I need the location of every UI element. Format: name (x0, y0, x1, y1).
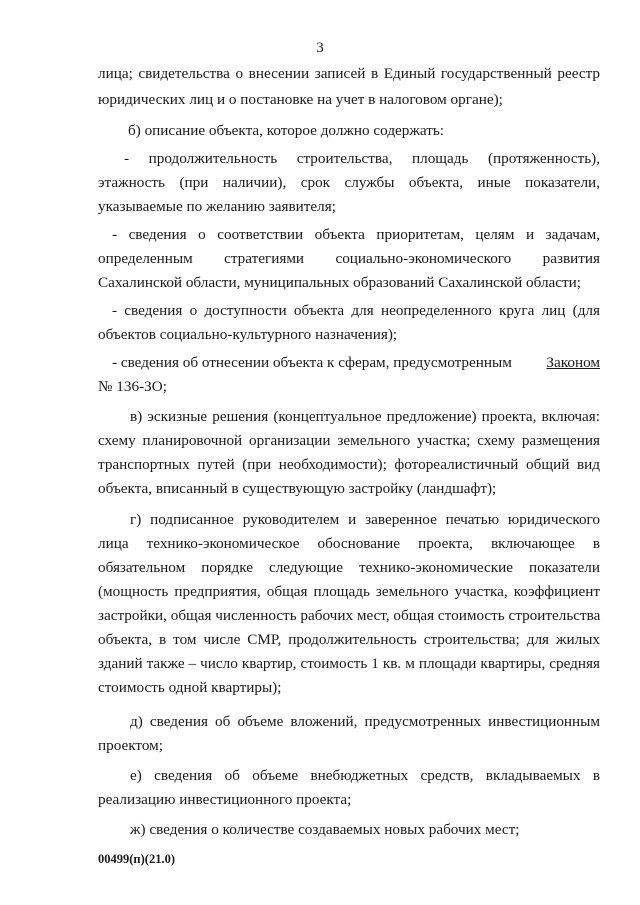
text-line: указываемые по желанию заявителя; (98, 198, 336, 215)
text-line: обязательном порядке следующие технико-экономические показатели (98, 559, 600, 576)
text-line: определенным стратегиями социально-экономического развития (98, 250, 600, 267)
text-line: лица технико-экономическое обоснование проекта, включающее в (98, 535, 600, 552)
text-line: Сахалинской области, муниципальных образований Сахалинской области; (98, 274, 582, 291)
text-line: (мощность предприятия, общая площадь земельного участка, коэффициент (98, 583, 600, 600)
text-line: объекта, в том числе СМР, продолжительность строительства; для жилых (98, 631, 600, 648)
text-line: - сведения о доступности объекта для неопределенного круга лиц (для (112, 302, 600, 319)
text-line: транспортных путей (при необходимости); фотореалистичный общий вид (98, 456, 600, 473)
text-line: в) эскизные решения (концептуальное предложение) проекта, включая: (130, 408, 600, 425)
law-link[interactable]: Законом (546, 354, 600, 371)
text-line: зданий также – число квартир, стоимость 1 кв. м площади квартиры, средняя (98, 655, 600, 672)
text-line: этажность (при наличии), срок службы объекта, иные показатели, (98, 174, 600, 191)
text-line: реализацию инвестиционного проекта; (98, 791, 352, 808)
text-line: г) подписанное руководителем и заверенное печатью юридического (130, 511, 600, 528)
text-line: проектом; (98, 737, 163, 754)
text-line: юридических лиц и о постановке на учет в налоговом органе); (98, 91, 503, 108)
text-segment: - сведения об отнесении объекта к сферам, предусмотренным (112, 354, 512, 371)
text-line: застройки, общая численность рабочих мест, общая стоимость строительства (98, 607, 601, 624)
page-number: 3 (316, 40, 324, 56)
text-line: ж) сведения о количестве создаваемых новых рабочих мест; (130, 821, 520, 838)
text-line: д) сведения об объеме вложений, предусмотренных инвестиционным (130, 713, 600, 730)
text-line: лица; свидетельства о внесении записей в Единый государственный реестр (98, 65, 600, 82)
document-code: 00499(п)(21.0) (98, 852, 175, 866)
text-line: стоимость одной квартиры); (98, 679, 282, 696)
text-line (112, 353, 600, 373)
text-line: - продолжительность строительства, площадь (протяженность), (124, 150, 600, 167)
text-line: б) описание объекта, которое должно содержать: (128, 122, 444, 139)
text-line: объекта, вписанный в существующую застройку (ландшафт); (98, 480, 497, 497)
text-line: № 136-ЗО; (98, 378, 167, 395)
text-line: - сведения о соответствии объекта приоритетам, целям и задачам, (112, 226, 600, 243)
text-line: е) сведения об объеме внебюджетных средств, вкладываемых в (130, 767, 600, 784)
text-line: схему планировочной организации земельного участка; схему размещения (98, 432, 600, 449)
text-line: объектов социально-культурного назначения); (98, 326, 398, 343)
